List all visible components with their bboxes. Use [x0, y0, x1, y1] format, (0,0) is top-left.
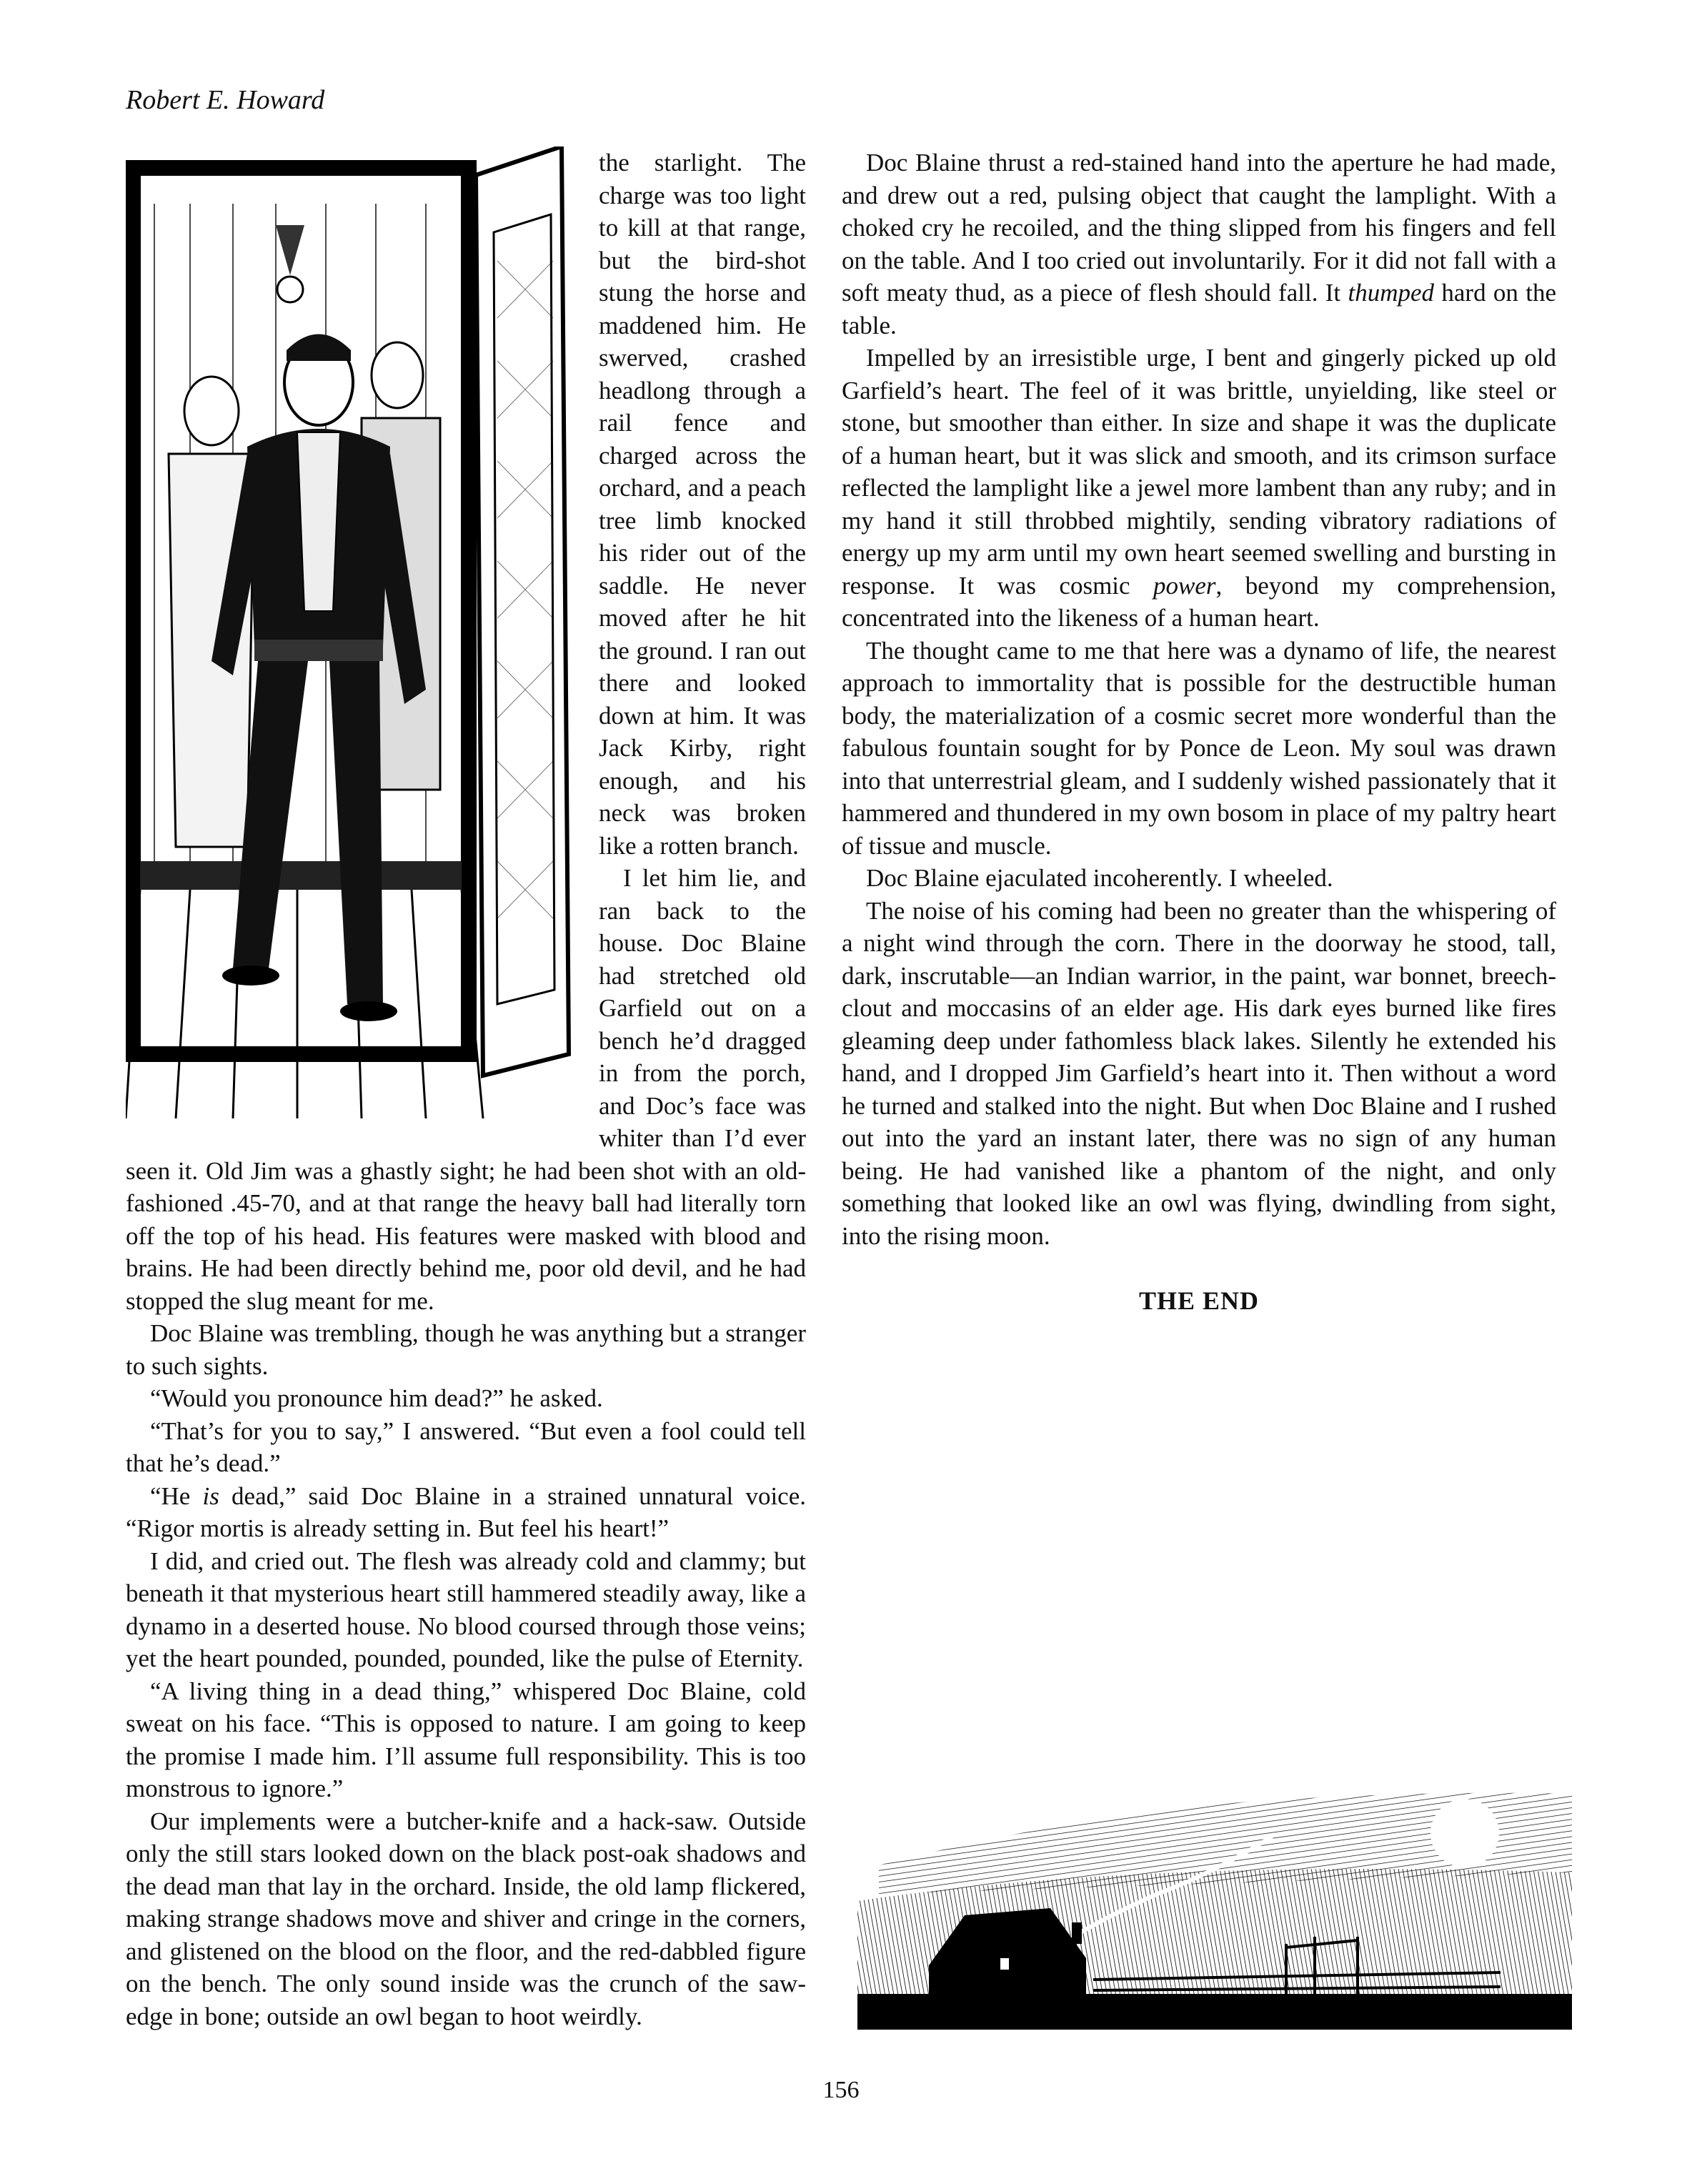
right-paragraph-4: Doc Blaine ejaculated incoherently. I wheeled. — [866, 864, 1333, 892]
page-number: 156 — [822, 2077, 860, 2103]
p6-after: dead,” said Doc Blaine in a strained unnatural voice. “Rigor mortis is already setting in. But feel his heart!” — [126, 1481, 806, 1542]
left-paragraph-2: I let him lie, and ran back to the house. Doc Blaine had stretched old Garfield out on a bench he’d dragged in from the porch, and Doc’s face was whiter than I’d ever seen it. Old Jim was a ghastly sight; he had been shot with an old-fashioned .45-70, and at that range the heavy ball had literally torn off the top of his head. His features were masked with blood and brains. He had been directly behind me, poor old devil, and he had stopped the slug meant for me. — [126, 864, 806, 1315]
r2-before: Impelled by an irresistible urge, I bent and gingerly picked up old Garfield’s heart. The feel of it was brittle, unyielding, like steel or stone, but smoother than either. In size and shape it was the duplicate of a human heart, but it was slick and smooth, and its crimson surface reflected the lamplight like a jewel more lambent than any ruby; and in my hand it still throbbed mightily, sending vibratory radiations of energy up my arm until my own heart seemed swelling and bursting in response. It was cosmic — [842, 344, 1556, 600]
left-paragraph-1: the starlight. The charge was too light to kill at that range, but the bird-shot stung the horse and maddened him. He swerved, crashed headlong through a rail fence and charged across the orchard, and a peach tree limb knocked his rider out of the saddle. He never moved after he hit the ground. I ran out there and looked down at him. It was Jack Kirby, right enough, and his neck was broken like a rotten branch. — [599, 149, 806, 860]
r2-after: , beyond my comprehension, concentrated into the likeness of a human heart. — [842, 571, 1556, 632]
left-paragraph-7: I did, and cried out. The flesh was already cold and clammy; but beneath it that mysterious heart still hammered steadily away, like a dynamo in a deserted house. No blood coursed through those veins; yet the heart pounded, pounded, pounded, like the pulse of Eternity. — [126, 1547, 806, 1672]
p6-before: “He — [150, 1481, 203, 1510]
left-column — [126, 147, 806, 2032]
r1-emphasis: thumped — [1348, 279, 1435, 307]
farmhouse-illustration — [857, 1787, 1572, 2030]
right-paragraph-1 — [842, 147, 1556, 342]
r1-before: Doc Blaine thrust a red-stained hand into the aperture he had made, and drew out a red, pulsing object that caught the lamplight. With a choked cry he recoiled, and the thing slipped from his fingers and fell on the table. And I too cried out involuntarily. For it did not fall with a soft meaty thud, as a piece of flesh should fall. It — [842, 149, 1556, 307]
doorway-illustration — [126, 147, 583, 1126]
left-paragraph-5: “That’s for you to say,” I answered. “But even a fool could tell that he’s dead.” — [126, 1416, 806, 1477]
left-paragraph-3: Doc Blaine was trembling, though he was anything but a stranger to such sights. — [126, 1319, 806, 1380]
right-paragraph-3: The thought came to me that here was a dynamo of life, the nearest approach to immortality that is possible for the destructible human body, the materialization of a cosmic secret more wonderful than the fabulous fountain sought for by Ponce de Leon. My soul was drawn into that unterrestrial gleam, and I suddenly wished passionately that it hammered and thundered in my own bosom in place of my paltry heart of tissue and muscle. — [842, 636, 1556, 860]
right-paragraph-2 — [842, 342, 1556, 635]
left-paragraph-6 — [126, 1480, 806, 1545]
running-head: Robert E. Howard — [126, 85, 325, 115]
r1-after: hard on the table. — [842, 279, 1557, 339]
right-column — [842, 147, 1556, 1318]
r2-emphasis: power — [1153, 571, 1216, 600]
left-paragraph-4: “Would you pronounce him dead?” he asked. — [150, 1384, 603, 1412]
left-paragraph-8: “A living thing in a dead thing,” whispered Doc Blaine, cold sweat on his face. “This is opposed to nature. I am going to keep the promise I made him. I’ll assume full responsibility. This is too monstrous to ignore.” — [126, 1677, 806, 1802]
right-paragraph-5: The noise of his coming had been no greater than the whispering of a night wind through the corn. There in the doorway he stood, tall, dark, inscrutable—an Indian warrior, in the paint, war bonnet, breech-clout and moccasins of an elder age. His dark eyes burned like fires gleaming deep under fathomless black lakes. Silently he extended his hand, and I dropped Jim Garfield’s heart into it. Then without a word he turned and stalked into the night. But when Doc Blaine and I rushed out into the yard an instant later, there was no sign of any human being. He had vanished like a phantom of the night, and only something that looked like an owl was flying, dwindling from sight, into the rising moon. — [842, 896, 1556, 1250]
p6-emphasis: is — [202, 1481, 219, 1510]
the-end-heading: THE END — [1138, 1286, 1260, 1315]
left-paragraph-9: Our implements were a butcher-knife and a hack-saw. Outside only the still stars looked down on the black post-oak shadows and the dead man that lay in the orchard. Inside, the old lamp flickered, making strange shadows move and shiver and cringe in the corners, and glistened on the blood on the floor, and the red-dabbled figure on the bench. The only sound inside was the crunch of the saw-edge in bone; outside an owl began to hoot weirdly. — [126, 1807, 806, 2030]
